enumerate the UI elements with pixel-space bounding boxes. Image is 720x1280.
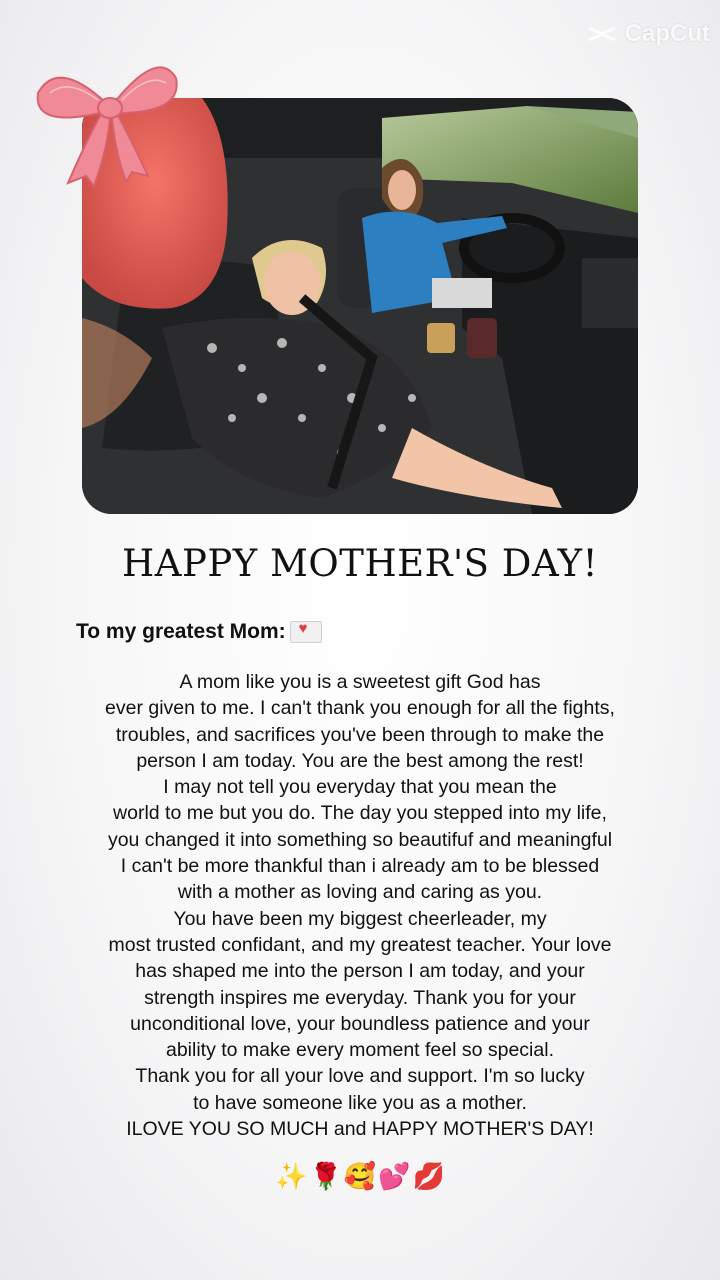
message-line: strength inspires me everyday. Thank you for your: [144, 986, 576, 1009]
rose-icon: 🌹: [309, 1162, 342, 1192]
message-line: world to me but you do. The day you stepped into my life,: [113, 802, 607, 825]
message-line: ever given to me. I can't thank you enough for all the fights,: [105, 697, 615, 720]
sparkles-icon: ✨: [275, 1162, 308, 1192]
message-line: with a mother as loving and caring as you.: [177, 881, 543, 904]
message-line: person I am today. You are the best among the rest!: [136, 749, 584, 772]
message-line: I may not tell you everyday that you mean the: [163, 776, 557, 799]
message-line: troubles, and sacrifices you've been through to make the: [115, 723, 605, 746]
message-body: [40, 669, 680, 1142]
message-line: you changed it into something so beautifuf and meaningful: [107, 828, 613, 851]
smiling-face-with-hearts-icon: 🥰: [343, 1162, 377, 1192]
message-line: I can't be more thankful than i already am to be blessed: [120, 855, 600, 878]
message-line: You have been my biggest cheerleader, my: [173, 907, 547, 930]
watermark-text: CapCut: [624, 20, 710, 47]
message-line: ILOVE YOU SO MUCH and HAPPY MOTHER'S DAY!: [126, 1118, 594, 1141]
greeting-heading: [76, 620, 322, 644]
kiss-mark-icon: 💋: [412, 1162, 445, 1192]
capcut-watermark: [585, 20, 710, 48]
love-letter-icon: [290, 621, 322, 643]
page-title: HAPPY MOTHER'S DAY!: [122, 542, 598, 585]
message-line: Thank you for all your love and support. I'm so lucky: [135, 1065, 585, 1088]
greeting-text: To my greatest Mom:: [76, 620, 286, 643]
two-hearts-icon: 💕: [378, 1162, 411, 1192]
message-line: to have someone like you as a mother.: [193, 1091, 527, 1114]
message-line: most trusted confidant, and my greatest teacher. Your love: [108, 933, 612, 956]
message-line: A mom like you is a sweetest gift God has: [179, 671, 541, 693]
message-line: ability to make every moment feel so special.: [165, 1039, 554, 1062]
capcut-logo-icon: [585, 22, 619, 46]
message-line: unconditional love, your boundless patience and your: [130, 1012, 590, 1035]
emoji-row: [0, 1160, 720, 1194]
message-line: has shaped me into the person I am today, and your: [135, 960, 585, 983]
pink-bow-icon: [28, 48, 188, 188]
